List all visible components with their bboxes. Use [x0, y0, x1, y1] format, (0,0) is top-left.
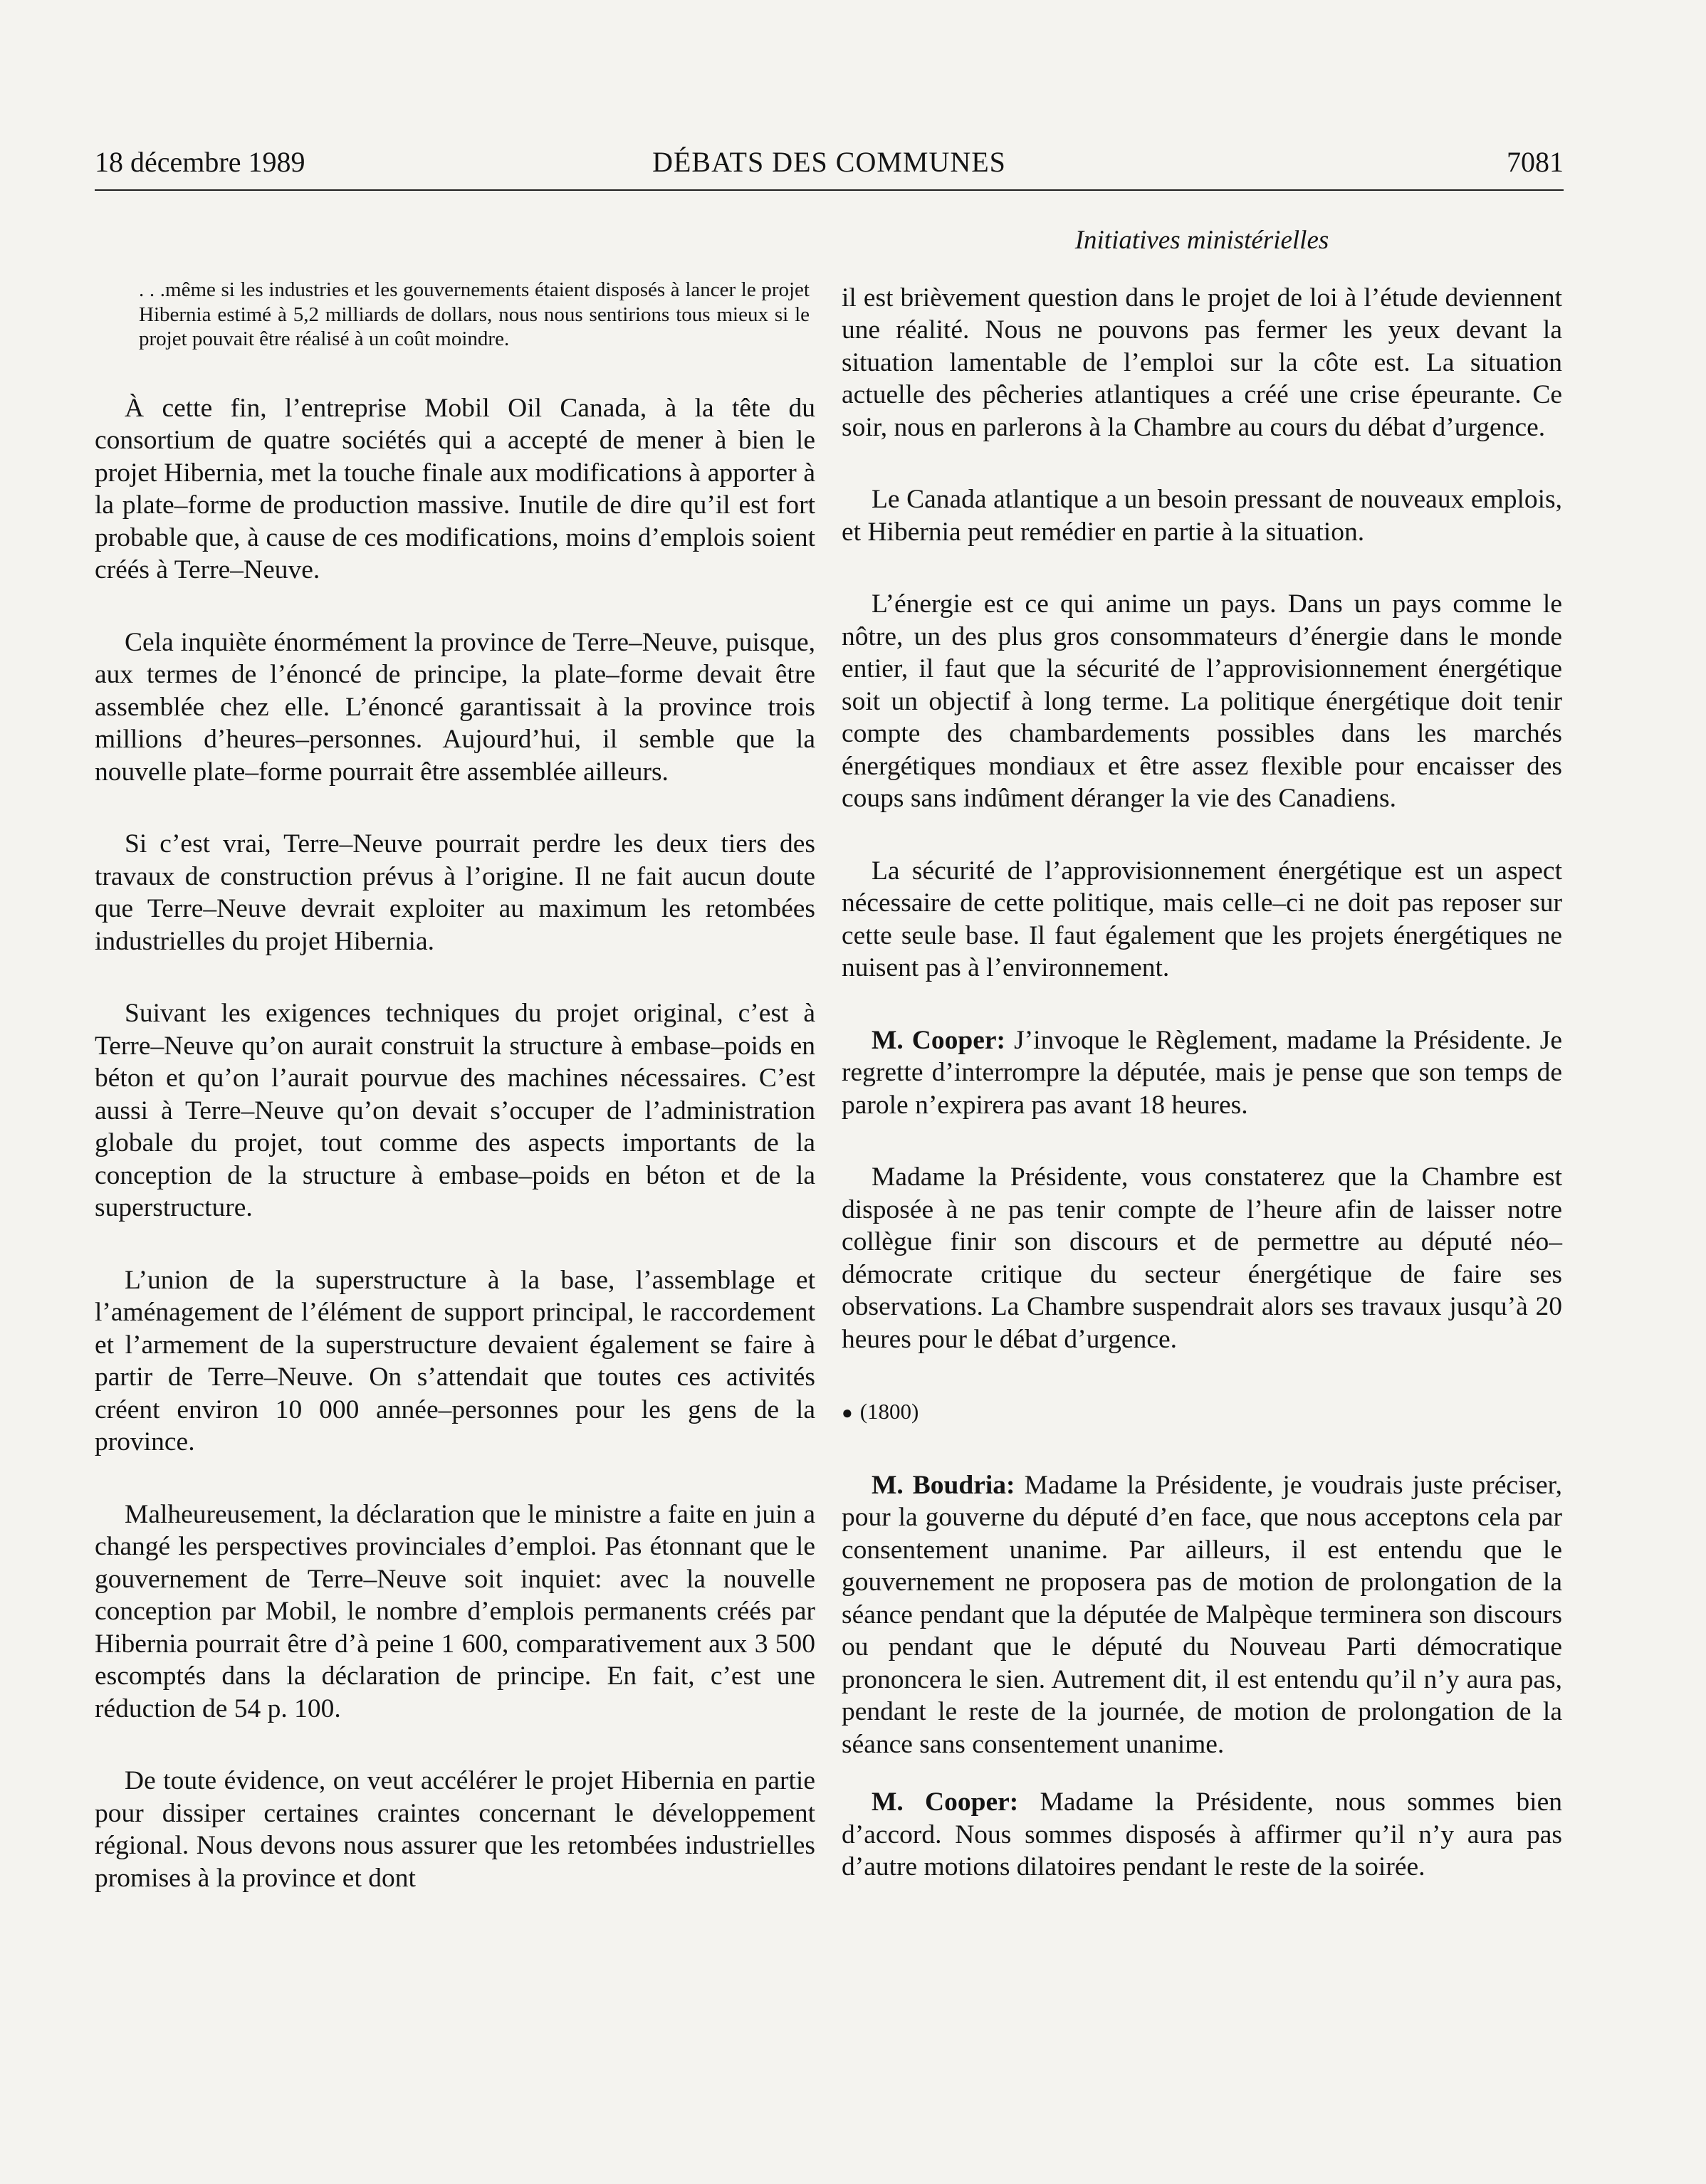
- paragraph: Cela inquiète énormément la province de Terre–Neuve, puisque, aux termes de l’énoncé de principe, la plate–forme devait être assemblée chez elle. L’énoncé garantissait à la province trois millions d’heures–personnes. Aujourd’hui, il semble que la nouvelle plate–forme pourrait être assemblée ailleurs.: [95, 627, 815, 787]
- speech-text: Madame la Présidente, je voudrais juste préciser, pour la gouverne du député d’en face, que nous acceptons cela par consentement unanime. Par ailleurs, il est entendu que le gouvernement ne proposera pas de motion de prolongation de la séance pendant que la députée de Malpèque terminera son discours ou pendant que le député du Nouveau Parti démocratique prononcera le sien. Autrement dit, il est entendu qu’il n’y aura pas, pendant le reste de la journée, de motion de prolongation de la séance sans consentement unanime.: [842, 1470, 1563, 1759]
- speech-paragraph: [842, 1024, 1562, 1122]
- paragraph: L’énergie est ce qui anime un pays. Dans un pays comme le nôtre, un des plus gros consommateurs d’énergie dans le monde entier, il faut que la sécurité de l’approvisionnement énergétique soit un objectif à long terme. La politique énergétique doit tenir compte des chambardements possibles dans les marchés énergétiques mondiaux et être assez flexible pour encaisser des coups sans indûment déranger la vie des Canadiens.: [842, 589, 1562, 813]
- speaker-name: M. Boudria:: [872, 1470, 1015, 1500]
- paragraph: il est brièvement question dans le projet de loi à l’étude deviennent une réalité. Nous ne pouvons pas fermer les yeux devant la situation lamentable de l’emploi sur la côte est. La situation actuelle des pêcheries atlantiques a créé une crise épeurante. Ce soir, nous en parlerons à la Chambre au cours du débat d’urgence.: [842, 283, 1562, 442]
- publication-title: DÉBATS DES COMMUNES: [652, 146, 1006, 178]
- paragraph: Si c’est vrai, Terre–Neuve pourrait perdre les deux tiers des travaux de construction prévus à l’origine. Il ne fait aucun doute que Terre–Neuve devrait exploiter au maximum les retombées industrielles du projet Hibernia.: [95, 829, 815, 956]
- header-rule: [95, 189, 1564, 191]
- paragraph: Malheureusement, la déclaration que le ministre a faite en juin a changé les perspectives provinciales d’emploi. Pas étonnant que le gouvernement de Terre–Neuve soit inquiet: avec la nouvelle conception par Mobil, le nombre d’emplois permanents créés par Hibernia pourrait être d’à peine 1 600, comparativement aux 3 500 escomptés dans la déclaration de principe. En fait, c’est une réduction de 54 p. 100.: [95, 1499, 815, 1723]
- speaker-name: M. Cooper:: [872, 1025, 1006, 1055]
- paragraph: Madame la Présidente, vous constaterez que la Chambre est disposée à ne pas tenir compte de l’heure afin de laisser notre collègue finir son discours et de permettre au député néo–démocrate critique du secteur énergétique de faire ses observations. La Chambre suspendrait alors ses travaux jusqu’à 20 heures pour le débat d’urgence.: [842, 1162, 1562, 1354]
- left-column: [95, 278, 815, 1934]
- running-head: Initiatives ministérielles: [1074, 226, 1329, 255]
- timestamp-text: (1800): [859, 1399, 919, 1424]
- bullet-icon: ●: [842, 1402, 853, 1423]
- block-quote: . . .même si les industries et les gouvernements étaient disposés à lancer le projet Hibernia estimé à 5,2 milliards de dollars, nous nous sentirions tous mieux si le projet pouvait être réalisé à un coût moindre.: [139, 278, 810, 350]
- speech-text: Madame la Présidente, nous sommes bien d’accord. Nous sommes disposés à affirmer qu’il n’y aura pas d’autre motions dilatoires pendant le reste de la soirée.: [842, 1787, 1562, 1881]
- page-number: 7081: [1507, 146, 1564, 178]
- paragraph: Le Canada atlantique a un besoin pressant de nouveaux emplois, et Hibernia peut remédier en partie à la situation.: [842, 485, 1562, 547]
- paragraph: Suivant les exigences techniques du projet original, c’est à Terre–Neuve qu’on aurait construit la structure à embase–poids en béton et qu’on l’aurait pourvue des machines nécessaires. C’est aussi à Terre–Neuve qu’on devait s’occuper de l’administration globale du projet, tout comme des aspects importants de la conception de la structure à embase–poids en béton et de la superstructure.: [95, 999, 815, 1222]
- speech-text: J’invoque le Règlement, madame la Présidente. Je regrette d’interrompre la députée, mais je pense que son temps de parole n’expirera pas avant 18 heures.: [842, 1025, 1563, 1120]
- timestamp: [842, 1395, 1562, 1429]
- header-date: 18 décembre 1989: [95, 146, 305, 178]
- speech-paragraph: [842, 1469, 1562, 1761]
- speaker-name: M. Cooper:: [872, 1787, 1019, 1817]
- paragraph: À cette fin, l’entreprise Mobil Oil Canada, à la tête du consortium de quatre sociétés qui a accepté de mener à bien le projet Hibernia, met la touche finale aux modifications à apporter à la plate–forme de production massive. Inutile de dire qu’il est fort probable que, à cause de ces modifications, moins d’emplois soient créés à Terre–Neuve.: [95, 393, 815, 584]
- paragraph: La sécurité de l’approvisionnement énergétique est un aspect nécessaire de cette politique, mais celle–ci ne doit pas reposer sur cette seule base. Il faut également que les projets énergétiques ne nuisent pas à l’environnement.: [842, 856, 1562, 982]
- speech-paragraph: [842, 1786, 1562, 1884]
- paragraph: De toute évidence, on veut accélérer le projet Hibernia en partie pour dissiper certaines craintes concernant le développement régional. Nous devons nous assurer que les retombées industrielles promises à la province et dont: [95, 1766, 815, 1893]
- right-column: [842, 224, 1562, 1923]
- paragraph: L’union de la superstructure à la base, l’assemblage et l’aménagement de l’élément de support principal, le raccordement et l’armement de la superstructure devaient également se faire à partir de Terre–Neuve. On s’attendait que toutes ces activités créent environ 10 000 année–personnes pour les gens de la province.: [95, 1265, 815, 1456]
